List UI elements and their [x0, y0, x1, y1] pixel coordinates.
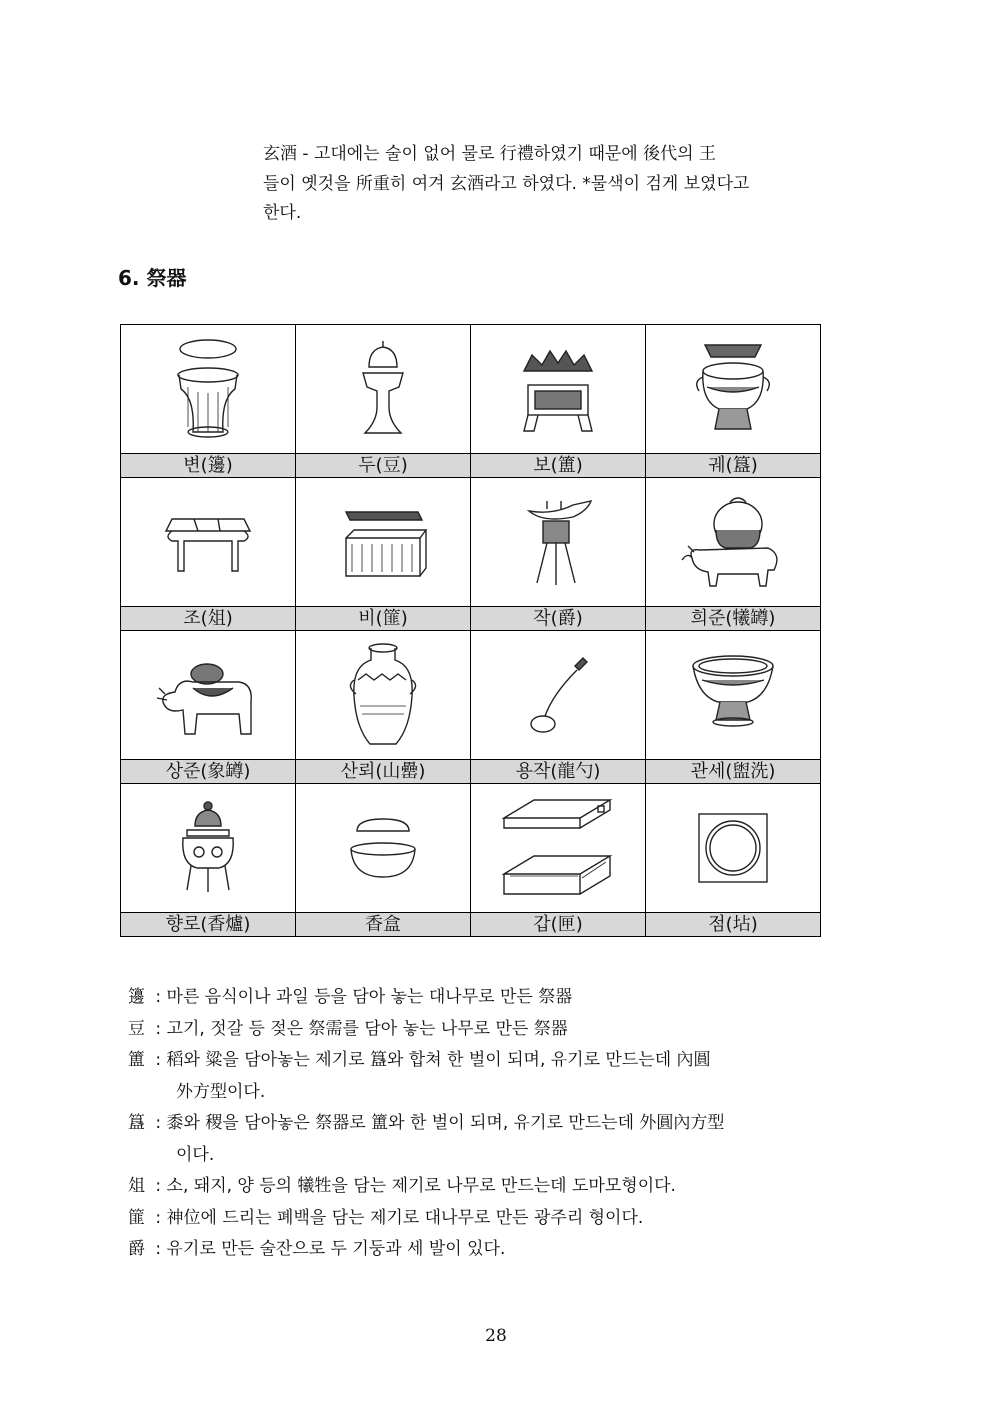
- dragon-ladle-icon: [523, 650, 593, 740]
- vessel-image-cell: [646, 325, 821, 454]
- three-legged-cup-icon: [523, 495, 593, 590]
- definition-item: 篚 : 神位에 드리는 폐백을 담는 제기로 대나무로 만든 광주리 형이다.: [128, 1203, 878, 1235]
- definition-text: 고기, 젓갈 등 젖은 祭需를 담아 놓는 나무로 만든 祭器: [166, 1018, 568, 1039]
- vessel-caption: 香盒: [296, 913, 471, 937]
- square-stand-icon: [693, 808, 773, 888]
- definition-text: 마른 음식이나 과일 등을 담아 놓는 대나무로 만든 祭器: [166, 987, 573, 1007]
- vessel-image-cell: [646, 784, 821, 913]
- definition-term: 俎: [128, 1176, 145, 1196]
- definition-term: 豆: [128, 1018, 145, 1039]
- vessel-image-cell: [121, 478, 296, 607]
- vessel-image-cell: [646, 631, 821, 760]
- vessel-image-cell: [121, 325, 296, 454]
- elephant-vessel-icon: [153, 648, 263, 743]
- definition-list: [128, 982, 878, 1266]
- vessel-image-cell: [121, 631, 296, 760]
- definition-item: 爵 : 유기로 만든 술잔으로 두 기둥과 세 발이 있다.: [128, 1234, 878, 1266]
- vessel-image-cell: [646, 478, 821, 607]
- vessel-caption: 변(籩): [121, 454, 296, 478]
- covered-stand-icon: [353, 337, 413, 442]
- vessel-caption: 궤(簋): [646, 454, 821, 478]
- definition-text: 黍와 稷을 담아놓은 祭器로 簠와 한 벌이 되며, 유기로 만드는데 外圓內方型: [166, 1113, 725, 1133]
- definition-text: 稻와 粱을 담아놓는 제기로 簋와 합쳐 한 벌이 되며, 유기로 만드는데 內圓: [166, 1050, 711, 1070]
- vessel-caption: 작(爵): [471, 607, 646, 631]
- ritual-vessel-table: [120, 324, 821, 937]
- vessel-caption: 용작(龍勺): [471, 760, 646, 784]
- rectangular-bronze-vessel-icon: [518, 339, 598, 439]
- section-title: 6. 祭器: [118, 266, 187, 290]
- round-bronze-vessel-icon: [693, 337, 773, 442]
- bamboo-box-icon: [338, 502, 428, 582]
- note-paragraph: [263, 140, 823, 229]
- note-line: 한다.: [263, 203, 302, 223]
- vessel-caption: 산뢰(山罍): [296, 760, 471, 784]
- vessel-caption: 관세(盥洗): [646, 760, 821, 784]
- definition-item: 豆 : 고기, 젓갈 등 젖은 祭需를 담아 놓는 나무로 만든 祭器: [128, 1014, 878, 1046]
- definition-continuation: 이다.: [176, 1144, 215, 1165]
- vessel-image-cell: [296, 325, 471, 454]
- vessel-caption: 향로(香爐): [121, 913, 296, 937]
- vessel-image-cell: [471, 631, 646, 760]
- vessel-caption: 점(坫): [646, 913, 821, 937]
- definition-text: 소, 돼지, 양 등의 犧牲을 담는 제기로 나무로 만드는데 도마모형이다.: [166, 1176, 676, 1196]
- wash-basin-icon: [688, 650, 778, 740]
- note-line: 玄酒 - 고대에는 술이 없어 물로 行禮하였기 때문에 後代의 王: [263, 144, 716, 164]
- vessel-image-cell: [121, 784, 296, 913]
- vessel-caption: 조(俎): [121, 607, 296, 631]
- definition-term: 簠: [128, 1050, 145, 1070]
- definition-text: 유기로 만든 술잔으로 두 기둥과 세 발이 있다.: [166, 1239, 506, 1259]
- mountain-jar-icon: [348, 640, 418, 750]
- vessel-caption: 보(簠): [471, 454, 646, 478]
- vessel-caption: 상준(象罇): [121, 760, 296, 784]
- definition-item: 籩 : 마른 음식이나 과일 등을 담아 놓는 대나무로 만든 祭器: [128, 982, 878, 1014]
- incense-box-icon: [343, 813, 423, 883]
- definition-item: 俎 : 소, 돼지, 양 등의 犧牲을 담는 제기로 나무로 만드는데 도마모형이다.: [128, 1171, 878, 1203]
- vessel-image-cell: [296, 478, 471, 607]
- lidded-case-icon: [498, 796, 618, 901]
- vessel-caption: 두(豆): [296, 454, 471, 478]
- vessel-caption: 희준(犧罇): [646, 607, 821, 631]
- vessel-image-cell: [296, 784, 471, 913]
- definition-term: 爵: [128, 1239, 145, 1259]
- ox-vessel-icon: [678, 490, 788, 595]
- page-number: 28: [485, 1326, 507, 1346]
- vessel-caption: 갑(匣): [471, 913, 646, 937]
- definition-item: 簠 : 稻와 粱을 담아놓는 제기로 簋와 합쳐 한 벌이 되며, 유기로 만드는데 內圓 外方型이다.: [128, 1045, 878, 1108]
- offering-table-icon: [158, 507, 258, 577]
- vessel-caption: 비(篚): [296, 607, 471, 631]
- definition-term: 籩: [128, 987, 145, 1007]
- definition-item: 簋 : 黍와 稷을 담아놓은 祭器로 簠와 한 벌이 되며, 유기로 만드는데 外圓內方型 이다.: [128, 1108, 878, 1171]
- incense-burner-icon: [173, 798, 243, 898]
- pedestal-basket-icon: [173, 337, 243, 442]
- vessel-image-cell: [471, 478, 646, 607]
- definition-continuation: 外方型이다.: [176, 1081, 266, 1102]
- vessel-image-cell: [471, 325, 646, 454]
- definition-term: 篚: [128, 1207, 145, 1228]
- note-line: 들이 옛것을 所重히 여겨 玄酒라고 하였다. *물색이 검게 보였다고: [263, 173, 750, 194]
- vessel-image-cell: [471, 784, 646, 913]
- definition-term: 簋: [128, 1113, 145, 1133]
- definition-text: 神位에 드리는 폐백을 담는 제기로 대나무로 만든 광주리 형이다.: [166, 1207, 644, 1228]
- vessel-image-cell: [296, 631, 471, 760]
